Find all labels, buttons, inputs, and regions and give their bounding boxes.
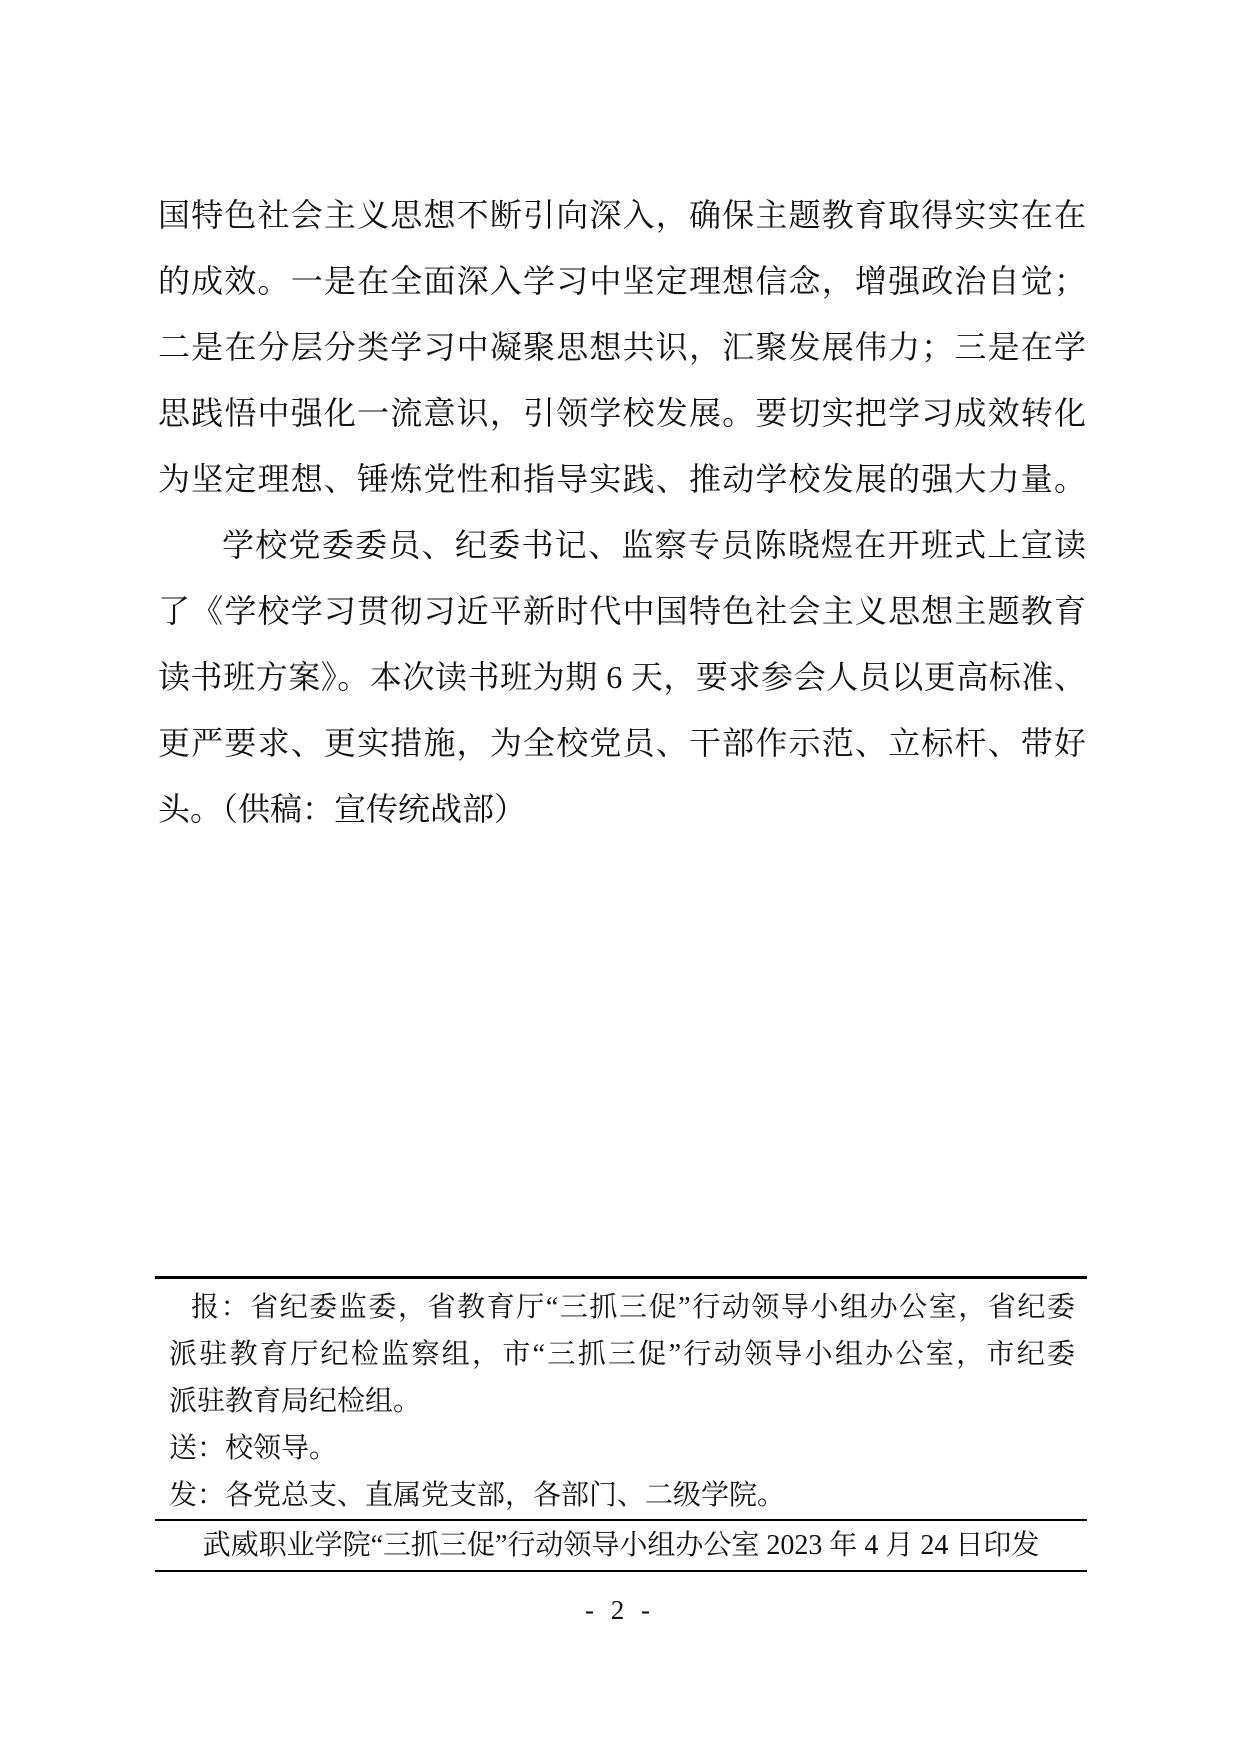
send-to-line: 送：校领导。: [169, 1433, 338, 1464]
distribution-list: [155, 1279, 1087, 1519]
issuer-and-date-line: 武威职业学院“三抓三促”行动领导小组办公室 2023 年 4 月 24 日印发: [202, 1530, 1040, 1561]
body-line: 的成效。一是在全面深入学习中坚定理想信念，增强政治自觉；: [158, 263, 1086, 299]
body-line: 思践悟中强化一流意识，引领学校发展。要切实把学习成效转化: [158, 395, 1086, 431]
body-line: 了《学校学习贯彻习近平新时代中国特色社会主义思想主题教育: [158, 593, 1086, 629]
body-line: 更严要求、更实措施，为全校党员、干部作示范、立标杆、带好: [158, 725, 1086, 761]
issue-to-line: 发：各党总支、直属党支部，各部门、二级学院。: [169, 1480, 786, 1511]
body-line: 学校党委委员、纪委书记、监察专员陈晓煜在开班式上宣读: [222, 527, 1086, 563]
colophon: [155, 1276, 1087, 1572]
page-number: - 2 -: [585, 1595, 655, 1625]
colophon-bottom-rule: [155, 1570, 1087, 1572]
document-body: [158, 182, 1086, 842]
body-line: 读书班方案》。本次读书班为期 6 天，要求参会人员以更高标准、: [158, 659, 1086, 695]
report-to-line: 派驻教育厅纪检监察组，市“三抓三促”行动领导小组办公室，市纪委: [169, 1339, 1075, 1370]
body-line: 二是在分层分类学习中凝聚思想共识，汇聚发展伟力；三是在学: [158, 329, 1086, 365]
body-line-paragraph-end: 头。（供稿：宣传统战部）: [158, 791, 527, 827]
report-to-line: 派驻教育局纪检组。: [169, 1386, 422, 1417]
body-line: 为坚定理想、锤炼党性和指导实践、推动学校发展的强大力量。: [158, 461, 1086, 497]
report-to-line: 报：省纪委监委，省教育厅“三抓三促”行动领导小组办公室，省纪委: [191, 1292, 1075, 1323]
body-line: 国特色社会主义思想不断引向深入，确保主题教育取得实实在在: [158, 197, 1086, 233]
